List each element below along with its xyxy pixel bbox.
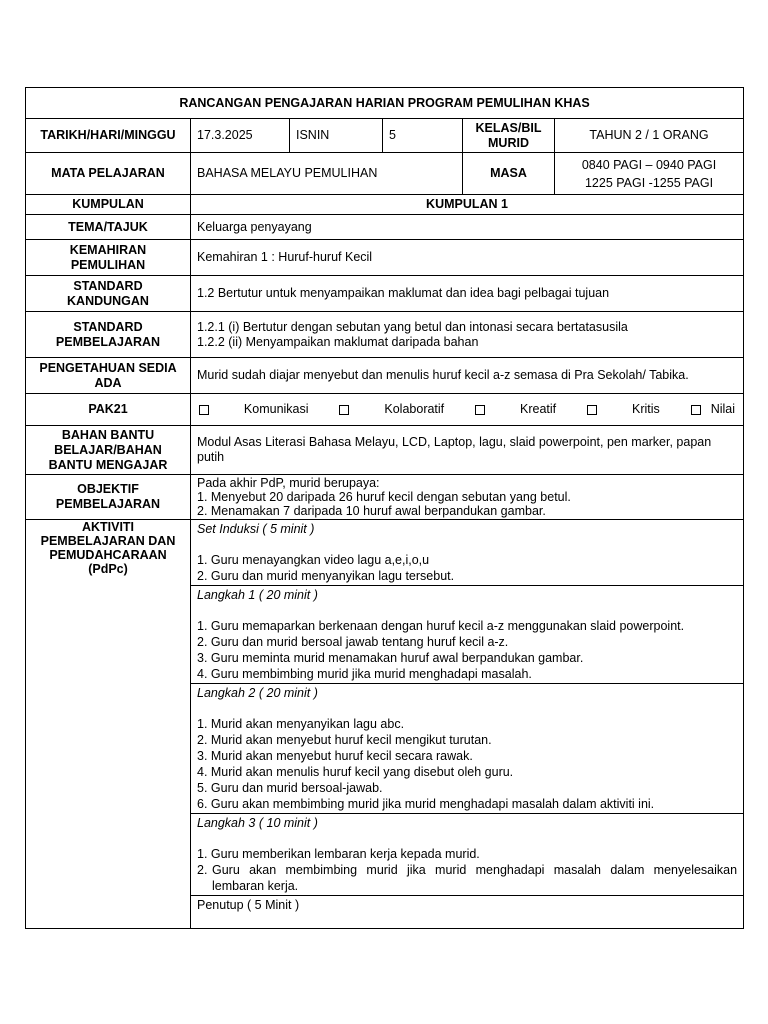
- standard-kandungan-value: 1.2 Bertutur untuk menyampaikan maklumat dan idea bagi pelbagai tujuan: [191, 276, 744, 312]
- kelas-value: TAHUN 2 / 1 ORANG: [555, 119, 744, 153]
- document-title: RANCANGAN PENGAJARAN HARIAN PROGRAM PEMULIHAN KHAS: [26, 88, 744, 119]
- tema-label: TEMA/TAJUK: [26, 215, 191, 240]
- langkah2-step: 4. Murid akan menulis huruf kecil yang disebut oleh guru.: [197, 765, 514, 779]
- kemahiran-row: [26, 240, 744, 276]
- week-value: 5: [383, 119, 463, 153]
- masa-line-1: 0840 PAGI – 0940 PAGI: [581, 157, 717, 172]
- langkah3-step: 1. Guru memberikan lembaran kerja kepada murid.: [197, 847, 480, 861]
- checkbox-icon: [691, 405, 701, 415]
- checkbox-icon: [199, 405, 209, 415]
- langkah1-step: 3. Guru meminta murid menamakan huruf awal berpandukan gambar.: [197, 651, 584, 665]
- objektif-line-1: 1. Menyebut 20 daripada 26 huruf kecil dengan sebutan yang betul.: [197, 490, 571, 504]
- objektif-value: [191, 475, 744, 520]
- pengetahuan-value: Murid sudah diajar menyebut dan menulis huruf kecil a-z semasa di Pra Sekolah/ Tabika.: [191, 358, 744, 394]
- induksi-section: [191, 520, 744, 586]
- bbm-row: [26, 426, 744, 475]
- date-value: 17.3.2025: [191, 119, 290, 153]
- kemahiran-label: KEMAHIRAN PEMULIHAN: [26, 240, 191, 276]
- induksi-step: 1. Guru menayangkan video lagu a,e,i,o,u: [197, 553, 430, 567]
- pengetahuan-label: PENGETAHUAN SEDIA ADA: [26, 358, 191, 394]
- langkah3-heading: Langkah 3 ( 10 minit ): [197, 816, 318, 830]
- pak21-komunikasi-label: Komunikasi: [243, 402, 309, 416]
- induksi-heading: Set Induksi ( 5 minit ): [197, 522, 315, 536]
- pak21-label: PAK21: [26, 394, 191, 426]
- standard-kandungan-row: [26, 276, 744, 312]
- penutup-section: [191, 896, 744, 929]
- pak21-kolaboratif-label: Kolaboratif: [384, 402, 445, 416]
- title-row: [26, 88, 744, 119]
- lesson-plan-table: [25, 87, 744, 929]
- kumpulan-value: KUMPULAN 1: [191, 195, 744, 215]
- pak21-kreatif-label: Kreatif: [520, 402, 557, 416]
- langkah2-step: 1. Murid akan menyanyikan lagu abc.: [197, 717, 405, 731]
- pak21-kritis[interactable]: [587, 405, 601, 415]
- induksi-step: 2. Guru dan murid menyanyikan lagu tersebut.: [197, 569, 455, 583]
- masa-line-2: 1225 PAGI -1255 PAGI: [584, 175, 714, 190]
- sp-line-2: 1.2.2 (ii) Menyampaikan maklumat daripada bahan: [197, 334, 479, 349]
- tema-row: [26, 215, 744, 240]
- langkah2-step: 6. Guru akan membimbing murid jika murid menghadapi masalah dalam aktiviti ini.: [197, 797, 655, 811]
- pak21-options: [191, 394, 744, 426]
- langkah1-section: [191, 586, 744, 684]
- pak21-nilai-label: Nilai: [710, 402, 735, 416]
- masa-value: [555, 153, 744, 195]
- mata-pelajaran-row: [26, 153, 744, 195]
- langkah3-step-number: 2.: [197, 863, 208, 877]
- penutup-heading: Penutup ( 5 Minit ): [197, 898, 300, 912]
- pak21-kritis-label: Kritis: [631, 402, 660, 416]
- langkah2-step: 2. Murid akan menyebut huruf kecil mengikut turutan.: [197, 733, 492, 747]
- langkah3-step-text: Guru akan membimbing murid jika murid menghadapi masalah dalam menyelesaikan lembaran kerja.: [212, 863, 738, 893]
- langkah1-heading: Langkah 1 ( 20 minit ): [197, 588, 318, 602]
- standard-pembelajaran-value: [191, 312, 744, 358]
- kemahiran-value: Kemahiran 1 : Huruf-huruf Kecil: [191, 240, 744, 276]
- tarikh-row: [26, 119, 744, 153]
- standard-pembelajaran-row: [26, 312, 744, 358]
- objektif-row: [26, 475, 744, 520]
- masa-label: MASA: [463, 153, 555, 195]
- langkah2-step: 5. Guru dan murid bersoal-jawab.: [197, 781, 383, 795]
- langkah1-step: 1. Guru memaparkan berkenaan dengan huruf kecil a-z menggunakan slaid powerpoint.: [197, 619, 685, 633]
- pak21-kreatif[interactable]: [475, 405, 489, 415]
- standard-pembelajaran-label: STANDARD PEMBELAJARAN: [26, 312, 191, 358]
- kumpulan-label: KUMPULAN: [26, 195, 191, 215]
- langkah2-heading: Langkah 2 ( 20 minit ): [197, 686, 318, 700]
- pak21-komunikasi[interactable]: [199, 405, 213, 415]
- tema-value: Keluarga penyayang: [191, 215, 744, 240]
- pak21-nilai[interactable]: [691, 402, 735, 417]
- objektif-label: OBJEKTIF PEMBELAJARAN: [26, 475, 191, 520]
- aktiviti-label: AKTIVITI PEMBELAJARAN DAN PEMUDAHCARAAN (PdPc): [26, 520, 191, 929]
- mata-pelajaran-value: BAHASA MELAYU PEMULIHAN: [191, 153, 463, 195]
- objektif-line-2: 2. Menamakan 7 daripada 10 huruf awal berpandukan gambar.: [197, 504, 546, 518]
- langkah2-section: [191, 684, 744, 814]
- kelas-label: KELAS/BIL MURID: [463, 119, 555, 153]
- checkbox-icon: [339, 405, 349, 415]
- kumpulan-row: [26, 195, 744, 215]
- tarikh-label: TARIKH/HARI/MINGGU: [26, 119, 191, 153]
- pak21-kolaboratif[interactable]: [339, 405, 353, 415]
- day-value: ISNIN: [290, 119, 383, 153]
- langkah3-section: [191, 814, 744, 896]
- bbm-value: Modul Asas Literasi Bahasa Melayu, LCD, Laptop, lagu, slaid powerpoint, pen marker, papan putih: [191, 426, 744, 475]
- standard-kandungan-label: STANDARD KANDUNGAN: [26, 276, 191, 312]
- checkbox-icon: [587, 405, 597, 415]
- langkah1-step: 4. Guru membimbing murid jika murid menghadapi masalah.: [197, 667, 532, 681]
- checkbox-icon: [475, 405, 485, 415]
- pak21-row: [26, 394, 744, 426]
- objektif-intro: Pada akhir PdP, murid berupaya:: [197, 476, 380, 490]
- sp-line-1: 1.2.1 (i) Bertutur dengan sebutan yang betul dan intonasi secara bertatasusila: [197, 319, 628, 334]
- langkah2-step: 3. Murid akan menyebut huruf kecil secara rawak.: [197, 749, 473, 763]
- pengetahuan-row: [26, 358, 744, 394]
- induksi-row: [26, 520, 744, 586]
- mata-pelajaran-label: MATA PELAJARAN: [26, 153, 191, 195]
- langkah1-step: 2. Guru dan murid bersoal jawab tentang huruf kecil a-z.: [197, 635, 509, 649]
- langkah3-step: [197, 862, 737, 894]
- bbm-label: BAHAN BANTU BELAJAR/BAHAN BANTU MENGAJAR: [26, 426, 191, 475]
